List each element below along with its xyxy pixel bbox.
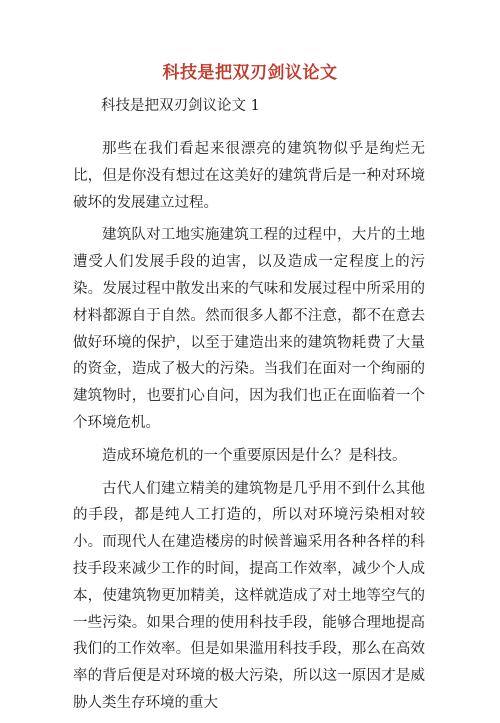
document-title: 科技是把双刃剑议论文 [162,63,338,83]
document-subtitle: 科技是把双刃剑议论文 1 [101,98,260,114]
paragraph-4: 古代人们建立精美的建筑物是几乎用不到什么其他的手段，都是纯人工打造的，所以对环境污染相对较小。而现代人在建造楼房的时候普遍采用各种各样的科技手段来减少工作的时间，提高工作效率，减少个人成本，使建筑物更加精美，这样就造成了对土地等空气的一些污染。如果合理的使用科技手段，能够合理地提高我们的工作效率。但是如果滥用科技手段，那么在高效率的背后便是对环境的极大污染，所以这一原因才是威胁人类生存环境的重大 [73,480,425,711]
paragraph-2: 建筑队对工地实施建筑工程的过程中，大片的土地遭受人们发展手段的迫害，以及造成一定程度上的污染。发展过程中散发出来的气味和发展过程中所采用的材料都源自于自然。然而很多人都不注意，都不在意去做好环境的保护，以至于建造出来的建筑物耗费了大量的资金，造成了极大的污染。当我们在面对一个绚丽的建筑物时，也要扪心自问，因为我们也正在面临着一个个环境危机。 [73,227,425,431]
paragraph-1: 那些在我们看起来很漂亮的建筑物似乎是绚烂无比，但是你没有想过在这美好的建筑背后是一种对环境破坏的发展建立过程。 [73,141,425,211]
document-body [73,136,425,723]
paragraph-3: 造成环境危机的一个重要原因是什么？是科技。 [102,447,407,464]
